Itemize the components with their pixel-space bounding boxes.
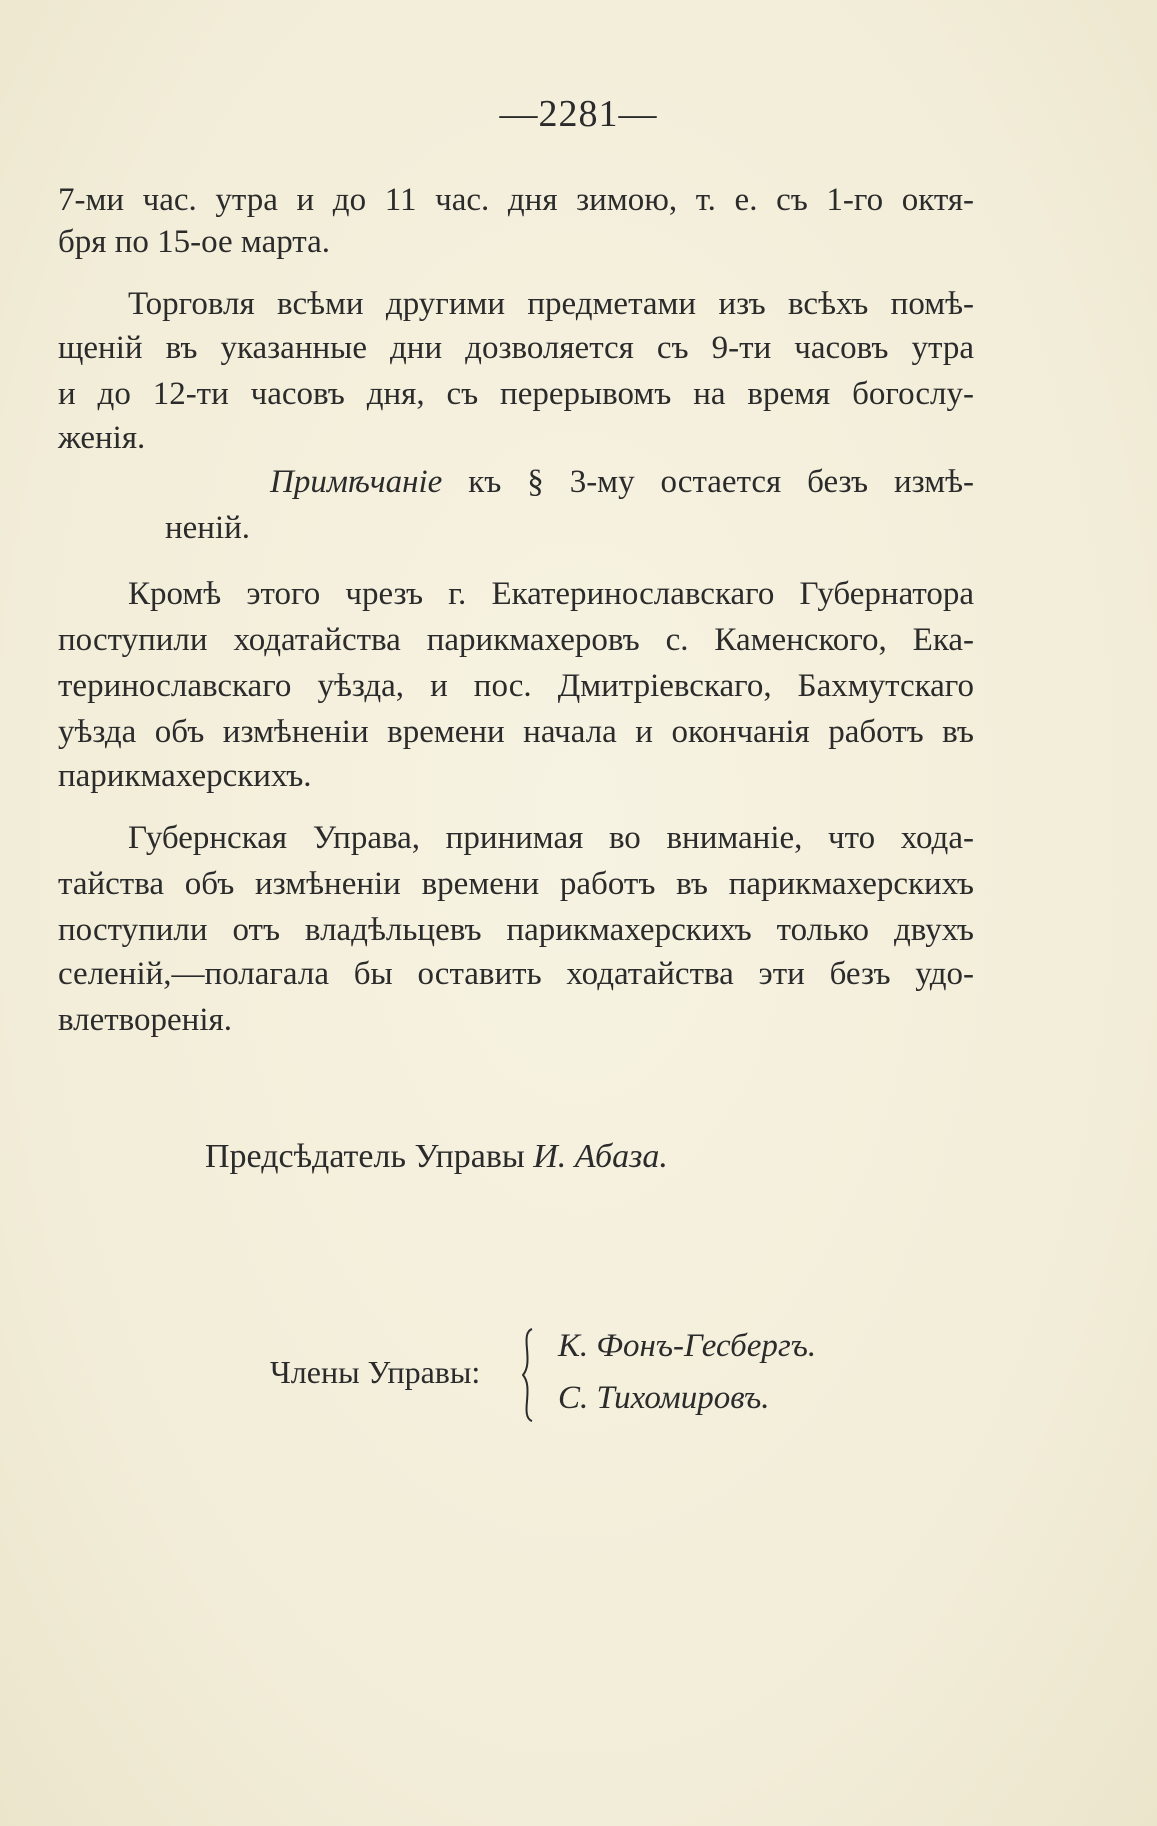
- text-line: и до 12-ти часовъ дня, съ перерывомъ на время богослу-: [58, 376, 974, 412]
- text-line: женія.: [58, 420, 146, 456]
- text-line: поступили ходатайства парикмахеровъ с. Каменского, Ека-: [58, 622, 974, 658]
- text-line: щеній въ указанные дни дозволяется съ 9-ти часовъ утра: [58, 330, 974, 366]
- member-name: С. Тихомировъ.: [558, 1380, 770, 1416]
- text-line: Кромѣ этого чрезъ г. Екатеринославскаго Губернатора: [128, 576, 974, 612]
- note-label: Примѣчаніе: [270, 464, 443, 500]
- curly-brace-icon: [522, 1327, 536, 1423]
- text-line: влетворенія.: [58, 1002, 232, 1038]
- note-line: [270, 462, 974, 502]
- text-line: селеній,—полагала бы оставить ходатайства эти безъ удо-: [58, 956, 974, 992]
- text-line: парикмахерскихъ.: [58, 758, 312, 794]
- text-line: Торговля всѣми другими предметами изъ всѣхъ помѣ-: [128, 286, 974, 322]
- text-line: поступили отъ владѣльцевъ парикмахерскихъ только двухъ: [58, 912, 974, 948]
- text-line: теринославскаго уѣзда, и пос. Дмитріевскаго, Бахмутскаго: [58, 668, 974, 704]
- chairman-signature: [205, 1138, 668, 1176]
- chairman-name: И. Абаза.: [533, 1138, 668, 1175]
- text-line: уѣзда объ измѣненіи времени начала и окончанія работъ въ: [58, 714, 974, 750]
- members-label: Члены Управы:: [270, 1354, 481, 1390]
- text-line: 7-ми час. утра и до 11 час. дня зимою, т. е. съ 1-го октя-: [58, 182, 974, 218]
- text-line: Губернская Управа, принимая во вниманіе, что хода-: [128, 820, 974, 856]
- member-name: К. Фонъ-Гесбергъ.: [558, 1328, 817, 1364]
- text-line: неній.: [165, 510, 251, 546]
- text-line: тайства объ измѣненіи времени работъ въ парикмахерскихъ: [58, 866, 974, 902]
- chairman-title: Предсѣдатель Управы: [205, 1138, 525, 1175]
- text-line: бря по 15-ое марта.: [58, 224, 331, 260]
- page-number: —2281—: [499, 93, 658, 135]
- note-text: къ § 3-му остается безъ измѣ-: [468, 464, 975, 500]
